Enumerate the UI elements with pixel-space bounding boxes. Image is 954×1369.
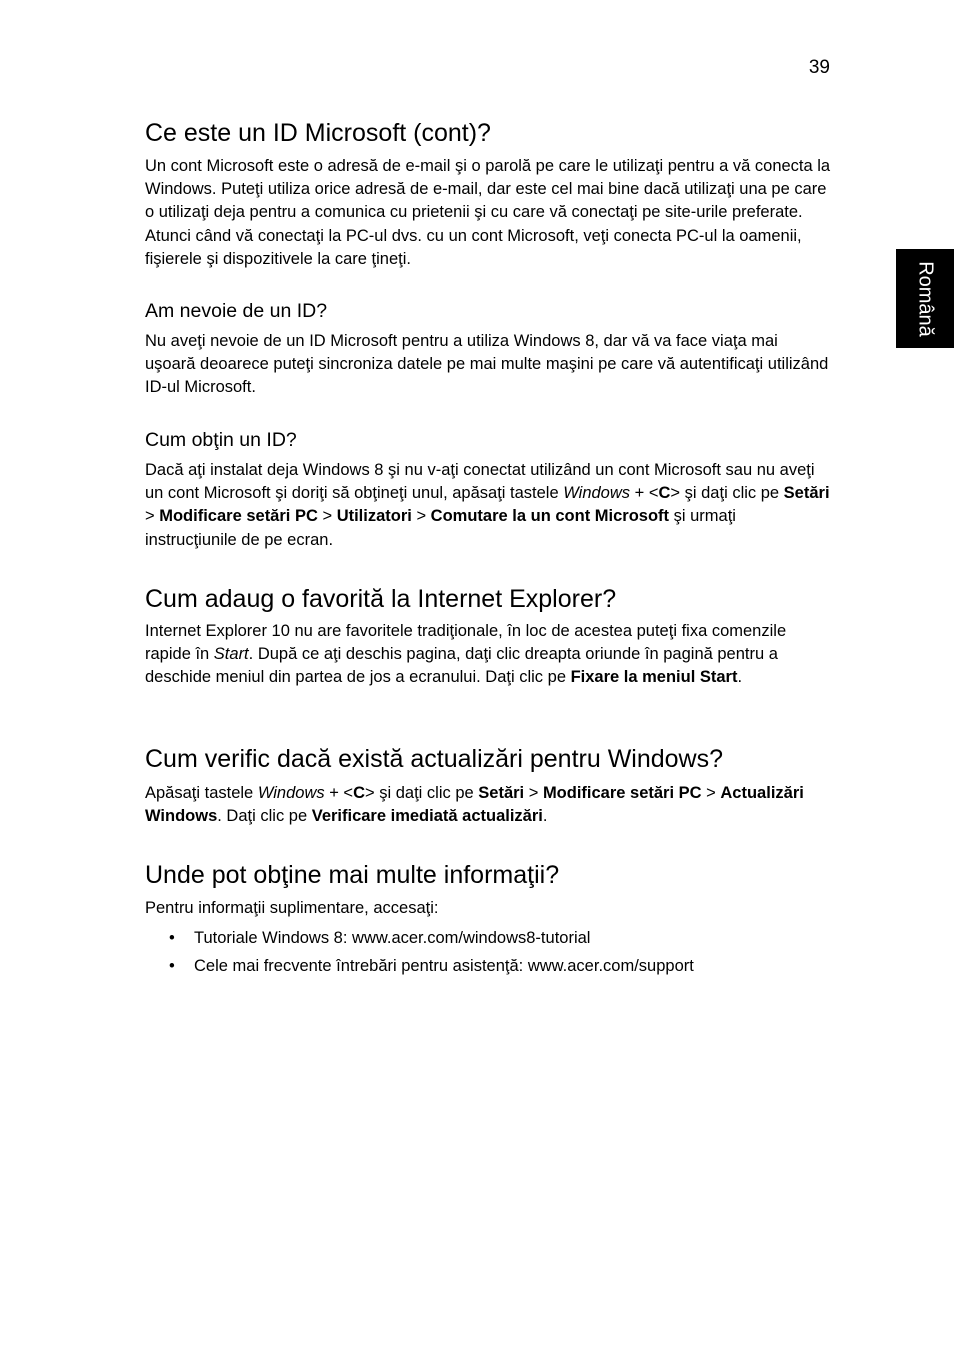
language-tab-label: Română [914, 261, 937, 337]
bullet-icon: • [169, 956, 175, 975]
list-item-text: Tutoriale Windows 8: www.acer.com/windows8-tutorial [194, 929, 591, 947]
language-tab [896, 249, 954, 348]
page-number: 39 [808, 57, 830, 78]
bullet-icon: • [169, 929, 175, 947]
list-item [145, 925, 831, 953]
more-info-list [145, 925, 831, 980]
paragraph-microsoft-id: Un cont Microsoft este o adresă de e-mail şi o parolă pe care le utilizaţi pentru a vă conecta la Windows. Puteţi utiliza orice adresă de e-mail, dar este cel mai bine dacă utilizaţi una pe care o utilizaţi deja pentru a comunica cu prietenii şi cu care vă conectaţi pe site-urile preferate. Atunci când vă conectaţi la PC-ul dvs. cu un cont Microsoft, veţi conecta PC-ul la oamenii, fişierele şi dispozitivele la care ţineţi. [145, 157, 831, 268]
heading-more-info: Unde pot obţine mai multe informaţii? [145, 861, 560, 889]
paragraph-get-id: Dacă aţi instalat deja Windows 8 şi nu v-aţi conectat utilizând un cont Microsoft sau nu aveţi un cont Microsoft şi doriţi să obţineţi unul, apăsaţi tastele Windows + <C> şi daţi clic pe Setări > Modificare setări PC > Utilizatori > Comutare la un cont Microsoft şi urmaţi instrucţiunile de pe ecran. [145, 461, 830, 549]
list-item-text: Cele mai frecvente întrebări pentru asistenţă: www.acer.com/support [194, 956, 694, 975]
subheading-get-id: Cum obţin un ID? [145, 429, 297, 451]
heading-ie-favorite: Cum adaug o favorită la Internet Explorer? [145, 585, 617, 613]
subheading-need-id: Am nevoie de un ID? [145, 300, 328, 322]
heading-windows-updates: Cum verific dacă există actualizări pentru Windows? [145, 745, 724, 773]
paragraph-more-info: Pentru informaţii suplimentare, accesaţi: [145, 899, 439, 917]
heading-microsoft-id: Ce este un ID Microsoft (cont)? [145, 119, 491, 147]
paragraph-ie-favorite: Internet Explorer 10 nu are favoritele tradiţionale, în loc de acestea puteţi fixa comenzile rapide în Start. După ce aţi deschis pagina, daţi clic dreapta oriunde în pagină pentru a deschide meniul din partea de jos a ecranului. Daţi clic pe Fixare la meniul Start. [145, 622, 787, 687]
list-item [145, 953, 831, 981]
paragraph-windows-updates: Apăsaţi tastele Windows + <C> şi daţi clic pe Setări > Modificare setări PC > Actualizări Windows. Daţi clic pe Verificare imediată actualizări. [145, 784, 804, 826]
paragraph-need-id: Nu aveţi nevoie de un ID Microsoft pentru a utiliza Windows 8, dar vă va face viaţa mai uşoară deoarece puteţi sincroniza datele pe mai multe maşini pe care vă autentificaţi utilizând ID-ul Microsoft. [145, 332, 829, 397]
